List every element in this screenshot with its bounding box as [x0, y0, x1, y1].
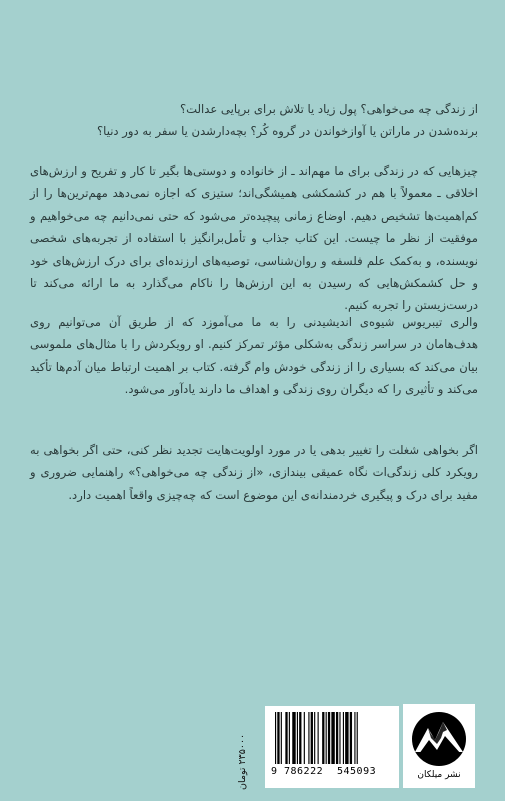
barcode-bar — [292, 712, 295, 764]
paragraph-text: اگر بخواهی شغلت را تغییر بدهی یا در مورد اولویت‌هایت تجدید نظر کنی، حتی اگر بخواهی به رویکرد کلی زندگی‌ات نگاه عمیقی بیندازی، «از زندگی چه می‌خواهی؟» راهنمایی ضروری و مفید برای درک و پیگیری خردمندانه‌ی این موضوع است که چه‌چیزی واقعاً اهمیت دارد. — [30, 443, 478, 502]
barcode-bar — [314, 712, 315, 764]
paragraph-2 — [30, 311, 478, 401]
barcode-bar — [326, 712, 327, 764]
barcode-bar — [285, 712, 287, 764]
barcode-number — [271, 766, 393, 777]
barcode-bar — [318, 712, 319, 764]
barcode-bar — [343, 712, 344, 764]
paragraph-1 — [30, 160, 478, 317]
barcode-digits-left: 786222 — [284, 766, 324, 777]
publisher-logo — [403, 704, 475, 788]
barcode-bar — [331, 712, 334, 764]
question-line-1: از زندگی چه می‌خواهی؟ پول زیاد یا تلاش برای برپایی عدالت؟ — [179, 102, 478, 116]
barcode-bar — [354, 712, 355, 764]
barcode-bar — [277, 712, 279, 764]
barcode-bar — [308, 712, 309, 764]
barcode-bar — [357, 712, 358, 764]
barcode-bar — [328, 712, 330, 764]
paragraph-3 — [30, 439, 478, 506]
question-block — [30, 98, 478, 143]
barcode-bar — [275, 712, 276, 764]
price-container — [237, 733, 293, 801]
barcode-digits-right: 545093 — [337, 766, 377, 777]
mountain-logo-icon — [411, 710, 467, 768]
barcode-bars — [273, 712, 391, 766]
barcode-bar — [281, 712, 282, 764]
barcode-digit-prefix: 9 — [271, 766, 278, 777]
barcode-bar — [350, 712, 352, 764]
question-line-2: برنده‌شدن در ماراتن یا آوازخواندن در گروه کُر؟ بچه‌دارشدن یا سفر به دور دنیا؟ — [97, 124, 478, 139]
barcode-bar — [311, 712, 313, 764]
publisher-name: نشر میلکان — [417, 770, 461, 780]
paragraph-text: والری تیبریوس شیوه‌ی اندیشیدنی را به ما می‌آموزد که از طریق آن می‌توانیم روی هدف‌هامان در سراسر زندگی به‌شکلی مؤثر تمرکز کنیم. او رویکردش را با مثال‌های ملموسی بیان می‌کند که بسیاری را از زندگی خودش وام گرفته. کتاب بر اهمیت ارتباط میان آدم‌ها تأکید می‌کند و تأثیری را که دیگران روی زندگی و اهداف ما دارند یادآور می‌شود. — [30, 315, 478, 397]
barcode-bar — [299, 712, 301, 764]
barcode-bar — [297, 712, 298, 764]
barcode-bar — [336, 712, 338, 764]
paragraph-text: چیزهایی که در زندگی برای ما مهم‌اند ـ از خانواده و دوستی‌ها بگیر تا کار و تفریح و ارزش‌های اخلاقی ـ معمولاً با هم در کشمکشی همیشگی‌اند؛ ستیزی که اجازه نمی‌دهد مهم‌ترین‌ها را از کم‌اهمیت‌ها تشخیص دهیم. اوضاع زمانی پیچیده‌تر می‌شود که حتی نمی‌دانیم چه می‌خواهیم و موفقیت از نظر ما چیست. این کتاب جذاب و تأمل‌برانگیز با استفاده از تجربه‌های شخصی نویسنده، و به‌کمک علم فلسفه و روان‌شناسی، توصیه‌های ارزنده‌ای برای درک ارزش‌های خود و حل کشمکش‌هایی که رسیدن به این ارزش‌ها را ناکام می‌گذارد به ما ارائه می‌کند تا درست‌زیستن را تجربه کنیم. — [30, 164, 478, 313]
barcode-bar — [304, 712, 305, 764]
barcode-bar — [289, 712, 290, 764]
barcode-bar — [322, 712, 324, 764]
price-label: ۲۳۵۰۰۰ تومان — [237, 733, 248, 790]
barcode-bar — [345, 712, 348, 764]
barcode-bar — [339, 712, 340, 764]
barcode — [265, 706, 399, 788]
